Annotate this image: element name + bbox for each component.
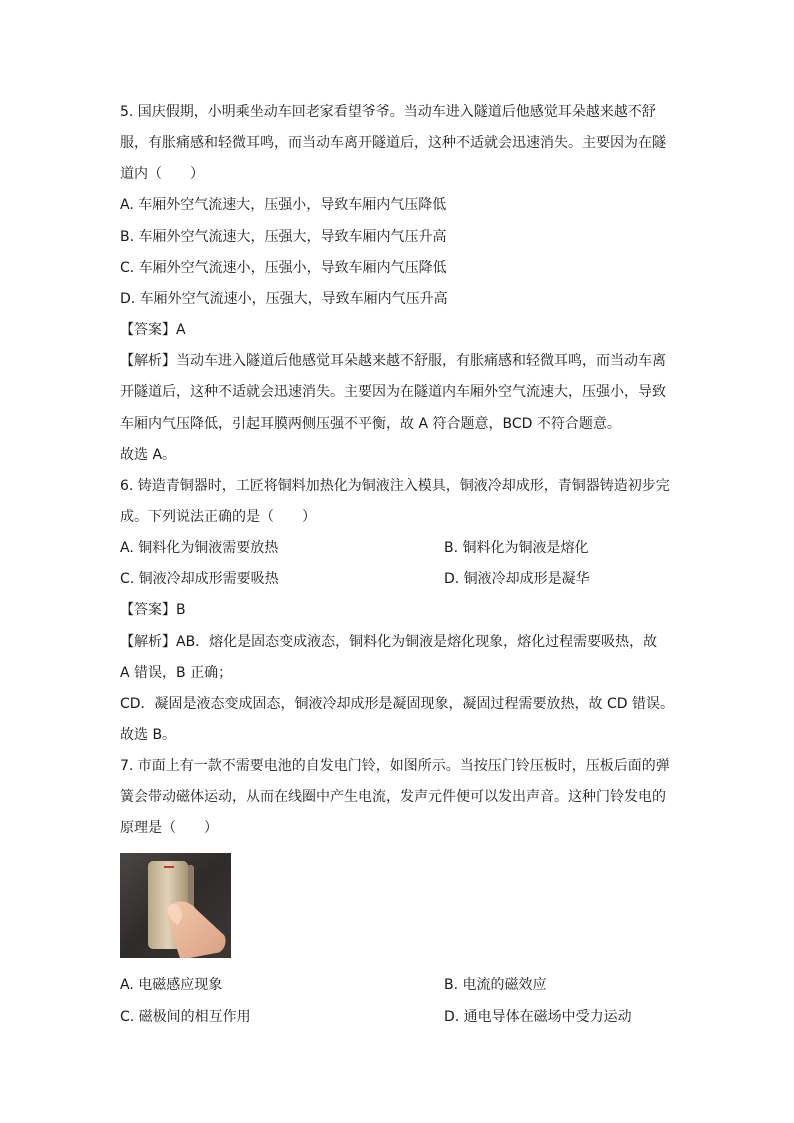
q6-analysis-line-1: 【解析】AB．熔化是固态变成液态，铜料化为铜液是熔化现象，熔化过程需要吸热，故 <box>120 634 658 650</box>
q7-option-c: C. 磁极间的相互作用 <box>120 1009 251 1025</box>
q7-stem-line-2: 簧会带动磁体运动，从而在线圈中产生电流，发声元件便可以发出声音。这种门铃发电的 <box>120 789 666 805</box>
q5-stem-line-3: 道内（ ） <box>120 166 204 182</box>
q6-option-b: B. 铜料化为铜液是熔化 <box>444 540 589 556</box>
q5-option-d: D. 车厢外空气流速小，压强大，导致车厢内气压升高 <box>120 291 448 307</box>
q5-stem-line-2: 服，有胀痛感和轻微耳鸣，而当动车离开隧道后，这种不适就会迅速消失。主要因为在隧 <box>120 135 666 151</box>
q5-answer: 【答案】A <box>120 322 186 338</box>
q7-stem-line-1: 7. 市面上有一款不需要电池的自发电门铃，如图所示。当按压门铃压板时，压板后面的弹 <box>120 758 670 774</box>
q5-option-b: B. 车厢外空气流速大，压强大，导致车厢内气压升高 <box>120 229 447 245</box>
q5-analysis-line-3: 车厢内气压降低，引起耳膜两侧压强不平衡，故 A 符合题意，BCD 不符合题意。 <box>120 416 621 432</box>
q7-option-b: B. 电流的磁效应 <box>444 977 547 993</box>
q6-option-d: D. 铜液冷却成形是凝华 <box>444 571 590 587</box>
q6-option-a: A. 铜料化为铜液需要放热 <box>120 540 279 556</box>
q5-analysis-line-4: 故选 A。 <box>120 447 177 463</box>
q6-stem-line-2: 成。下列说法正确的是（ ） <box>120 509 316 525</box>
q6-analysis-line-2: A 错误，B 正确； <box>120 665 233 681</box>
q7-option-a: A. 电磁感应现象 <box>120 977 223 993</box>
q7-stem-line-3: 原理是（ ） <box>120 820 218 836</box>
q5-analysis-line-1: 【解析】当动车进入隧道后他感觉耳朵越来越不舒服，有胀痛感和轻微耳鸣，而当动车离 <box>120 353 666 369</box>
q6-stem-line-1: 6. 铸造青铜器时，工匠将铜料加热化为铜液注入模具，铜液冷却成形，青铜器铸造初步完 <box>120 478 670 494</box>
q6-answer: 【答案】B <box>120 602 186 618</box>
doorbell-photo <box>120 853 231 958</box>
q7-option-d: D. 通电导体在磁场中受力运动 <box>444 1009 632 1025</box>
q6-analysis-line-4: 故选 B。 <box>120 727 177 743</box>
q5-option-c: C. 车厢外空气流速小，压强小，导致车厢内气压降低 <box>120 260 447 276</box>
q6-option-c: C. 铜液冷却成形需要吸热 <box>120 571 279 587</box>
q6-analysis-line-3: CD．凝固是液态变成固态，铜液冷却成形是凝固现象，凝固过程需要放热，故 CD 错误。 <box>120 696 675 712</box>
q5-analysis-line-2: 开隧道后，这种不适就会迅速消失。主要因为在隧道内车厢外空气流速大，压强小，导致 <box>120 384 666 400</box>
q5-stem-line-1: 5. 国庆假期，小明乘坐动车回老家看望爷爷。当动车进入隧道后他感觉耳朵越来越不舒 <box>120 104 656 120</box>
q5-option-a: A. 车厢外空气流速大，压强小，导致车厢内气压降低 <box>120 197 447 213</box>
